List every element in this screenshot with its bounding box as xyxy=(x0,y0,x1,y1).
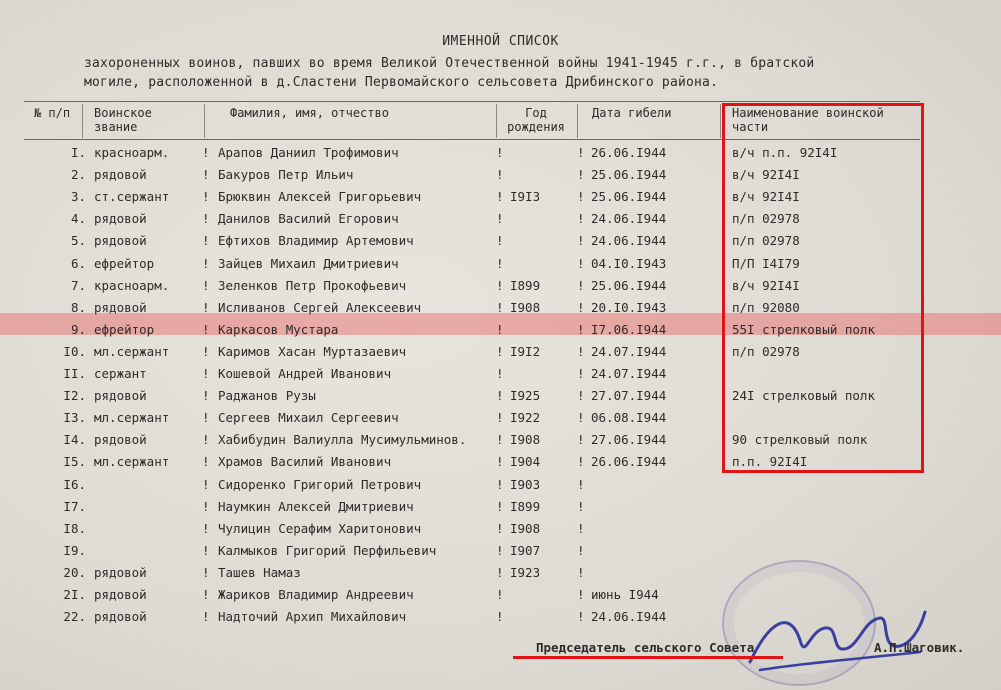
row-death-date: 20.I0.I943 xyxy=(591,299,667,315)
row-number: I. xyxy=(70,145,86,160)
row-number: I9. xyxy=(63,542,86,558)
row-name: Исливанов Сергей Алексеевич xyxy=(218,299,422,315)
row-number: I0. xyxy=(63,343,86,359)
row-name: Арапов Даниил Трофимович xyxy=(218,145,399,160)
row-name: Данилов Василий Егорович xyxy=(218,211,399,227)
row-number: I4. xyxy=(63,432,86,448)
column-separator: ! xyxy=(202,366,210,381)
column-separator: ! xyxy=(496,366,504,381)
row-death-date: 24.07.I944 xyxy=(591,343,667,359)
row-rank: мл.сержант xyxy=(94,454,170,470)
column-separator: ! xyxy=(202,343,210,359)
row-number: 4. xyxy=(70,211,86,227)
column-separator: ! xyxy=(202,299,210,315)
column-separator: ! xyxy=(202,388,210,404)
row-name: Раджанов Рузы xyxy=(218,388,316,404)
column-separator: ! xyxy=(202,454,210,470)
row-birth-year: I904 xyxy=(510,454,541,470)
row-rank: ефрейтор xyxy=(94,255,155,271)
column-separator: ! xyxy=(202,498,210,514)
row-death-date: 25.06.I944 xyxy=(591,167,667,183)
header-num: № п/п xyxy=(33,106,71,120)
row-name: Хабибудин Валиулла Мусимульминов. xyxy=(218,432,467,448)
row-unit: 55I стрелковый полк xyxy=(732,321,875,337)
row-number: 6. xyxy=(70,255,86,271)
document-subtitle xyxy=(84,54,904,92)
row-birth-year: I907 xyxy=(510,542,541,558)
header-date: Дата гибели xyxy=(592,106,672,120)
column-separator: ! xyxy=(577,454,585,470)
table-row xyxy=(0,496,1001,518)
row-death-date: 24.06.I944 xyxy=(591,233,667,249)
row-birth-year: I899 xyxy=(510,498,541,514)
row-birth-year: I908 xyxy=(510,432,541,448)
column-separator: ! xyxy=(496,564,504,580)
column-separator: ! xyxy=(202,145,210,160)
column-separator: ! xyxy=(577,432,585,448)
column-separator: ! xyxy=(496,498,504,514)
row-number: 8. xyxy=(70,299,86,315)
row-birth-year: I925 xyxy=(510,388,541,404)
row-rank: рядовой xyxy=(94,167,147,183)
row-death-date: 26.06.I944 xyxy=(591,145,667,160)
row-number: I3. xyxy=(63,410,86,426)
column-separator: ! xyxy=(202,432,210,448)
column-separator: ! xyxy=(202,167,210,183)
row-name: Ефтихов Владимир Артемович xyxy=(218,233,414,249)
column-separator: ! xyxy=(496,233,504,249)
row-number: I5. xyxy=(63,454,86,470)
column-separator: ! xyxy=(496,277,504,293)
row-unit: в/ч п.п. 92I4I xyxy=(732,145,838,160)
column-separator: ! xyxy=(202,520,210,536)
row-unit: п/п 02978 xyxy=(732,211,800,227)
subtitle-line-2: могиле, расположенной в д.Сластени Первомайского сельсовета Дрибинского района. xyxy=(84,75,719,90)
header-divider xyxy=(82,104,83,138)
row-death-date: 26.06.I944 xyxy=(591,454,667,470)
row-number: 3. xyxy=(70,189,86,205)
row-rank: рядовой xyxy=(94,299,147,315)
row-birth-year: I9I2 xyxy=(510,343,541,359)
row-death-date: 25.06.I944 xyxy=(591,277,667,293)
column-separator: ! xyxy=(202,321,210,337)
row-name: Брюквин Алексей Григорьевич xyxy=(218,189,422,205)
row-name: Чулицин Серафим Харитонович xyxy=(218,520,422,536)
column-separator: ! xyxy=(202,476,210,492)
row-name: Бакуров Петр Ильич xyxy=(218,167,354,183)
table-top-rule xyxy=(24,101,920,102)
row-rank: рядовой xyxy=(94,564,147,580)
table-row xyxy=(0,474,1001,496)
row-unit: в/ч 92I4I xyxy=(732,167,800,183)
row-birth-year: I899 xyxy=(510,277,541,293)
row-name: Зайцев Михаил Дмитриевич xyxy=(218,255,399,271)
header-divider xyxy=(204,104,205,138)
row-name: Каркасов Мустара xyxy=(218,321,339,337)
column-separator: ! xyxy=(496,388,504,404)
subtitle-line-1: захороненных воинов, павших во время Великой Отечественной войны 1941-1945 г.г., в братской xyxy=(84,56,815,71)
row-death-date: июнь I944 xyxy=(591,587,659,602)
column-separator: ! xyxy=(202,211,210,227)
row-number: 9. xyxy=(70,321,86,337)
row-death-date: 24.06.I944 xyxy=(591,609,667,625)
row-number: 22. xyxy=(63,609,86,625)
row-birth-year: I9I3 xyxy=(510,189,541,205)
row-unit: п/п 02978 xyxy=(732,233,800,249)
column-separator: ! xyxy=(202,255,210,271)
table-row xyxy=(0,540,1001,562)
column-separator: ! xyxy=(577,211,585,227)
header-unit: Наименование воинской части xyxy=(732,106,884,134)
document-title: ИМЕННОЙ СПИСОК xyxy=(442,34,559,49)
header-rank: Воинское звание xyxy=(94,106,152,134)
row-death-date: 25.06.I944 xyxy=(591,189,667,205)
row-name: Кошевой Андрей Иванович xyxy=(218,366,392,381)
column-separator: ! xyxy=(202,609,210,625)
column-separator: ! xyxy=(577,255,585,271)
row-death-date: 27.06.I944 xyxy=(591,432,667,448)
header-divider xyxy=(577,104,578,138)
column-separator: ! xyxy=(496,520,504,536)
row-unit: в/ч 92I4I xyxy=(732,189,800,205)
column-separator: ! xyxy=(577,520,585,536)
row-name: Храмов Василий Иванович xyxy=(218,454,392,470)
header-divider xyxy=(720,104,721,138)
row-unit: в/ч 92I4I xyxy=(732,277,800,293)
row-rank: красноарм. xyxy=(94,145,170,160)
row-rank: мл.сержант xyxy=(94,410,170,426)
column-separator: ! xyxy=(577,498,585,514)
column-separator: ! xyxy=(577,609,585,625)
row-rank: рядовой xyxy=(94,211,147,227)
column-separator: ! xyxy=(577,476,585,492)
row-name: Каримов Хасан Муртазаевич xyxy=(218,343,407,359)
column-separator: ! xyxy=(202,564,210,580)
header-name: Фамилия, имя, отчество xyxy=(230,106,389,120)
row-birth-year: I908 xyxy=(510,299,541,315)
column-separator: ! xyxy=(496,476,504,492)
row-number: II. xyxy=(63,366,86,381)
column-separator: ! xyxy=(577,321,585,337)
column-separator: ! xyxy=(577,410,585,426)
column-separator: ! xyxy=(496,454,504,470)
column-separator: ! xyxy=(496,609,504,625)
footer-chairman-label: Председатель сельского Совета xyxy=(536,640,755,655)
row-name: Сидоренко Григорий Петрович xyxy=(218,476,422,492)
column-separator: ! xyxy=(496,145,504,160)
column-separator: ! xyxy=(577,388,585,404)
column-separator: ! xyxy=(202,542,210,558)
unit-column-annotation-box xyxy=(722,103,924,473)
row-unit: 90 стрелковый полк xyxy=(732,432,868,448)
row-unit: п/п 02978 xyxy=(732,343,800,359)
row-number: I7. xyxy=(63,498,86,514)
row-rank: рядовой xyxy=(94,587,147,602)
row-number: 7. xyxy=(70,277,86,293)
column-separator: ! xyxy=(577,145,585,160)
row-birth-year: I903 xyxy=(510,476,541,492)
row-rank: рядовой xyxy=(94,388,147,404)
row-name: Калмыков Григорий Перфильевич xyxy=(218,542,437,558)
column-separator: ! xyxy=(577,542,585,558)
row-name: Зеленков Петр Прокофьевич xyxy=(218,277,407,293)
row-unit: 24I стрелковый полк xyxy=(732,388,875,404)
column-separator: ! xyxy=(496,255,504,271)
column-separator: ! xyxy=(496,343,504,359)
column-separator: ! xyxy=(496,211,504,227)
column-separator: ! xyxy=(496,299,504,315)
row-rank: сержант xyxy=(94,366,147,381)
column-separator: ! xyxy=(496,167,504,183)
row-death-date: 24.06.I944 xyxy=(591,211,667,227)
row-death-date: 06.08.I944 xyxy=(591,410,667,426)
row-death-date: 04.I0.I943 xyxy=(591,255,667,271)
column-separator: ! xyxy=(496,542,504,558)
row-number: I8. xyxy=(63,520,86,536)
row-birth-year: I922 xyxy=(510,410,541,426)
row-name: Жариков Владимир Андреевич xyxy=(218,587,414,602)
column-separator: ! xyxy=(577,343,585,359)
row-number: I6. xyxy=(63,476,86,492)
column-separator: ! xyxy=(202,233,210,249)
column-separator: ! xyxy=(577,277,585,293)
row-unit: П/П I4I79 xyxy=(732,255,800,271)
row-number: 5. xyxy=(70,233,86,249)
row-rank: ефрейтор xyxy=(94,321,155,337)
column-separator: ! xyxy=(202,587,210,602)
row-number: 2I. xyxy=(63,587,86,602)
header-divider xyxy=(496,104,497,138)
column-separator: ! xyxy=(202,189,210,205)
row-rank: мл.сержант xyxy=(94,343,170,359)
row-name: Надточий Архип Михайлович xyxy=(218,609,407,625)
column-separator: ! xyxy=(577,167,585,183)
row-rank: красноарм. xyxy=(94,277,170,293)
column-separator: ! xyxy=(577,189,585,205)
row-rank: рядовой xyxy=(94,432,147,448)
table-row xyxy=(0,518,1001,540)
row-rank: рядовой xyxy=(94,609,147,625)
footer-underline-annotation xyxy=(513,656,783,659)
row-name: Сергеев Михаил Сергеевич xyxy=(218,410,399,426)
column-separator: ! xyxy=(496,587,504,602)
row-name: Наумкин Алексей Дмитриевич xyxy=(218,498,414,514)
column-separator: ! xyxy=(577,366,585,381)
column-separator: ! xyxy=(496,321,504,337)
column-separator: ! xyxy=(496,410,504,426)
column-separator: ! xyxy=(577,564,585,580)
column-separator: ! xyxy=(202,410,210,426)
header-year: Год рождения xyxy=(507,106,565,134)
row-death-date: I7.06.I944 xyxy=(591,321,667,337)
column-separator: ! xyxy=(496,189,504,205)
row-death-date: 24.07.I944 xyxy=(591,366,667,381)
column-separator: ! xyxy=(496,432,504,448)
row-rank: рядовой xyxy=(94,233,147,249)
row-rank: ст.сержант xyxy=(94,189,170,205)
column-separator: ! xyxy=(577,587,585,602)
row-number: 20. xyxy=(63,564,86,580)
row-birth-year: I908 xyxy=(510,520,541,536)
row-death-date: 27.07.I944 xyxy=(591,388,667,404)
column-separator: ! xyxy=(202,277,210,293)
column-separator: ! xyxy=(577,233,585,249)
row-birth-year: I923 xyxy=(510,564,541,580)
row-unit: п/п 92080 xyxy=(732,299,800,315)
column-separator: ! xyxy=(577,299,585,315)
row-unit: п.п. 92I4I xyxy=(732,454,808,470)
footer-chairman-name: А.П.Шаговик. xyxy=(874,640,965,655)
row-number: I2. xyxy=(63,388,86,404)
row-number: 2. xyxy=(70,167,86,183)
row-name: Ташев Намаз xyxy=(218,564,301,580)
